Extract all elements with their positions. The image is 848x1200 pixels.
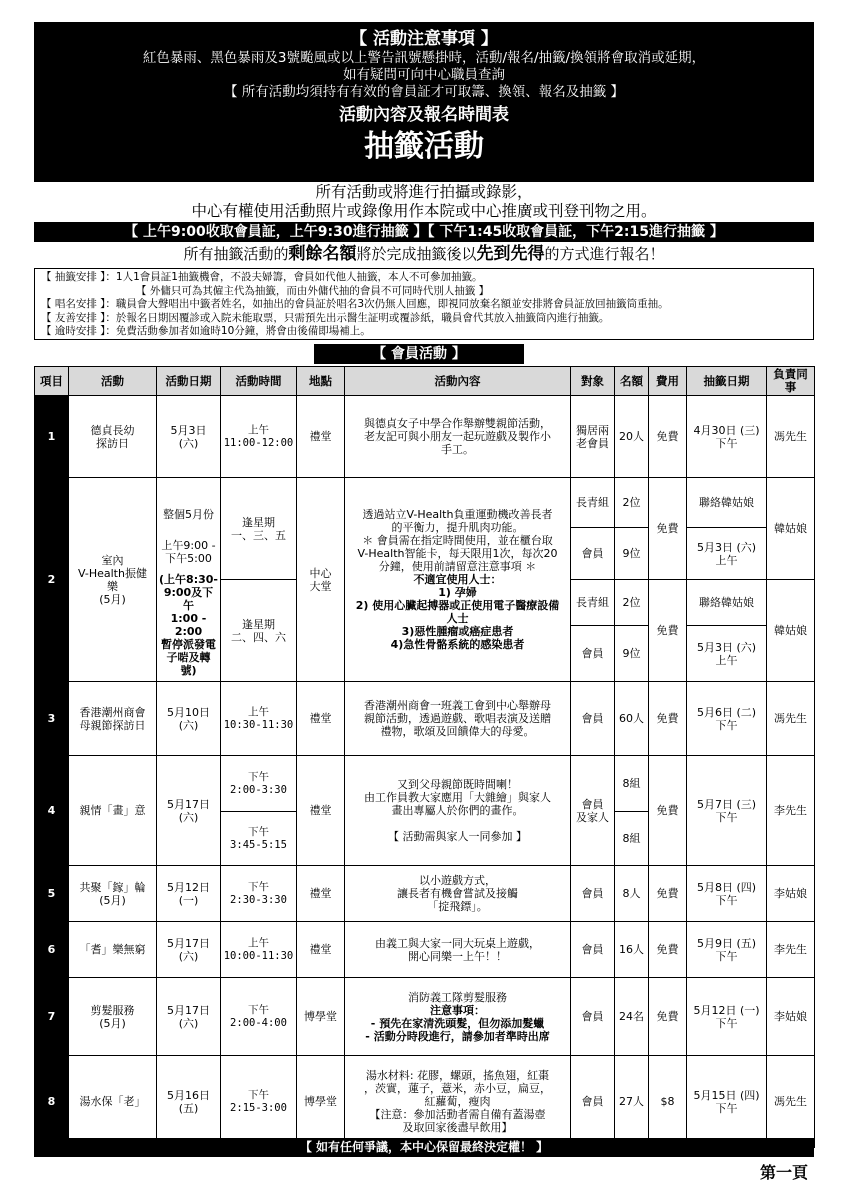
activity-content: 以小遊戲方式， 讓長者有機會嘗試及接觸 「掟飛鏢」。 — [345, 866, 571, 922]
filming-line-1: 所有活動或將進行拍攝或錄影， — [315, 183, 533, 201]
activity-quota: 27人 — [615, 1056, 649, 1148]
activity-target: 長青組 — [571, 478, 615, 528]
rule-item: 【 逾時安排 】：免費活動參加者如逾時10分鐘，將會由後備即場補上。 — [41, 325, 371, 338]
activity-time: 上午 11:00-12:00 — [221, 396, 297, 478]
date-pause-note: (上午8:30- 9:00及下午 1:00 - 2:00 暫停派發電 子啱及轉號) — [159, 573, 218, 677]
content-text: 消防義工隊剪髮服務 — [408, 990, 507, 1004]
activity-date: 5月17日 (六) — [157, 922, 221, 978]
activity-content: 香港潮州商會一班義工會到中心舉辦母 親節活動，透過遊戲、歌唱表演及送贈 禮物，歌頌及回饋偉大的母愛。 — [345, 682, 571, 756]
activity-quota: 8組 — [615, 812, 649, 866]
table-row — [35, 478, 815, 528]
filming-notice — [34, 182, 814, 222]
activity-name: 剪髮服務 (5月) — [69, 978, 157, 1056]
content-warning: 不適宜使用人士： 1) 孕婦 2) 使用心臟起搏器或正使用電子醫療設備 人士 3)惡性腫瘤或癌症患者 4)急性骨骼系統的感染患者 — [355, 573, 560, 651]
activity-time: 下午 2:15-3:00 — [221, 1056, 297, 1148]
draw-date: 聯絡韓姑娘 — [687, 580, 767, 626]
table-row — [35, 922, 815, 978]
activity-date: 5月16日 (五) — [157, 1056, 221, 1148]
activity-name: 「耆」樂無窮 — [69, 922, 157, 978]
notice-title: 【 活動注意事項 】 — [350, 29, 498, 49]
staff: 李先生 — [767, 922, 815, 978]
remaining-bold-1: 剩餘名額 — [288, 244, 357, 264]
activity-venue: 博學堂 — [297, 978, 345, 1056]
rules-box — [34, 268, 814, 340]
table-row — [35, 866, 815, 922]
activity-time: 逢星期 二、四、六 — [221, 580, 297, 682]
page-title: 抽籤活動 — [364, 129, 484, 164]
staff: 韓姑娘 — [767, 580, 815, 682]
col-header: 對象 — [571, 367, 615, 396]
activity-venue: 中心 大堂 — [297, 478, 345, 682]
activity-quota: 2位 — [615, 580, 649, 626]
activity-fee: 免費 — [649, 978, 687, 1056]
activity-target: 會員 — [571, 922, 615, 978]
activity-date: 5月17日 (六) — [157, 756, 221, 866]
remaining-bold-2: 先到先得 — [476, 244, 545, 264]
rule-item: 【 外傭只可為其僱主代為抽籤，而由外傭代抽的會員不可同時代別人抽籤 】 — [136, 284, 490, 297]
content-text: 透過站立V-Health負重運動機改善長者 的平衡力，提升肌肉功能。 ＊ 會員需在指定時間使用，並在櫃台取 V-Health智能卡，每天限用1次，每次20 分鐘，使用前請留意注意事項 ＊ — [357, 508, 558, 573]
activity-quota: 20人 — [615, 396, 649, 478]
table-row — [35, 756, 815, 812]
table-row — [35, 1056, 815, 1148]
table-row — [35, 682, 815, 756]
activity-target: 會員 — [571, 866, 615, 922]
activity-time: 下午 2:00-3:30 — [221, 756, 297, 812]
row-number: 5 — [35, 866, 69, 922]
activity-content: 由義工與大家一同大玩桌上遊戲， 開心同樂一上午！！ — [345, 922, 571, 978]
remaining-pre: 所有抽籤活動的 — [183, 245, 289, 263]
row-number: 8 — [35, 1056, 69, 1148]
col-header: 活動內容 — [345, 367, 571, 396]
activity-fee: 免費 — [649, 478, 687, 580]
activity-date: 5月12日 (一) — [157, 866, 221, 922]
row-number: 2 — [35, 478, 69, 682]
activity-name: 湯水保「老」 — [69, 1056, 157, 1148]
activity-venue: 禮堂 — [297, 396, 345, 478]
row-number: 4 — [35, 756, 69, 866]
draw-date: 5月15日 (四) 下午 — [687, 1056, 767, 1148]
activity-venue: 禮堂 — [297, 866, 345, 922]
row-number: 1 — [35, 396, 69, 478]
content-notes: 注意事項： - 預先在家清洗頭髮，但勿添加髮蠟 - 活動分時段進行，請參加者準時出席 — [365, 1003, 550, 1043]
activity-venue: 博學堂 — [297, 1056, 345, 1148]
activity-quota: 60人 — [615, 682, 649, 756]
activity-content: 又到父母親節既時間喇！ 由工作員教大家應用「大雜繪」與家人 畫出專屬人於你們的畫作。 【 活動需與家人一同參加 】 — [345, 756, 571, 866]
activity-venue: 禮堂 — [297, 922, 345, 978]
col-header: 費用 — [649, 367, 687, 396]
draw-date: 5月8日 (四) 下午 — [687, 866, 767, 922]
activity-name: 親情「畫」意 — [69, 756, 157, 866]
weather-notice: 紅色暴雨、黑色暴雨及3號颱風或以上警告訊號懸掛時，活動/報名/抽籤/換領將會取消或延期， — [142, 50, 706, 66]
activity-target: 長青組 — [571, 580, 615, 626]
activity-time: 下午 2:30-3:30 — [221, 866, 297, 922]
activity-time: 下午 3:45-5:15 — [221, 812, 297, 866]
draw-date: 5月3日 (六) 上午 — [687, 528, 767, 580]
enquiry-notice: 如有疑問可向中心職員查詢 — [343, 67, 505, 83]
activity-date: 5月10日 (六) — [157, 682, 221, 756]
activity-target: 會員 及家人 — [571, 756, 615, 866]
activity-table — [34, 366, 815, 1148]
draw-date: 5月12日 (一) 下午 — [687, 978, 767, 1056]
activity-target: 會員 — [571, 528, 615, 580]
row-number: 6 — [35, 922, 69, 978]
activity-fee: $8 — [649, 1056, 687, 1148]
schedule-title: 活動內容及報名時間表 — [339, 105, 509, 125]
activity-content — [345, 478, 571, 682]
activity-content — [345, 978, 571, 1056]
activity-name: 共聚「鎵」輪 (5月) — [69, 866, 157, 922]
notice-header — [34, 22, 814, 182]
activity-quota: 9位 — [615, 626, 649, 682]
draw-date: 5月9日 (五) 下午 — [687, 922, 767, 978]
activity-quota: 24名 — [615, 978, 649, 1056]
activity-quota: 8組 — [615, 756, 649, 812]
col-header: 活動 — [69, 367, 157, 396]
activity-time: 上午 10:30-11:30 — [221, 682, 297, 756]
col-header: 名額 — [615, 367, 649, 396]
draw-date: 5月7日 (三) 下午 — [687, 756, 767, 866]
row-number: 7 — [35, 978, 69, 1056]
activity-target: 會員 — [571, 626, 615, 682]
activity-time: 上午 10:00-11:30 — [221, 922, 297, 978]
activity-target: 會員 — [571, 682, 615, 756]
activity-quota: 2位 — [615, 478, 649, 528]
rule-item: 【 抽籤安排 】：1人1會員証1抽籤機會，不設夫婦籌，會員如代他人抽籤，本人不可參加抽籤。 — [41, 271, 483, 283]
activity-fee: 免費 — [649, 396, 687, 478]
activity-venue: 禮堂 — [297, 756, 345, 866]
disclaimer-footer: 【 如有任何爭議，本中心保留最終決定權！ 】 — [34, 1138, 814, 1157]
staff: 馮先生 — [767, 396, 815, 478]
col-header: 抽籤日期 — [687, 367, 767, 396]
col-header: 活動時間 — [221, 367, 297, 396]
staff: 韓姑娘 — [767, 478, 815, 580]
staff: 馮先生 — [767, 682, 815, 756]
rule-item: 【 友善安排 】：於報名日期因覆診或入院未能取票，只需預先出示醫生証明或覆診紙，職員會代其放入抽籤筒內進行抽籤。 — [41, 311, 610, 324]
draw-date: 5月3日 (六) 上午 — [687, 626, 767, 682]
table-row — [35, 978, 815, 1056]
draw-date: 5月6日 (二) 下午 — [687, 682, 767, 756]
page-number: 第一頁 — [759, 1163, 808, 1182]
activity-quota: 8人 — [615, 866, 649, 922]
filming-line-2: 中心有權使用活動照片或錄像用作本院或中心推廣或刊登刊物之用。 — [191, 202, 657, 220]
activity-quota: 9位 — [615, 528, 649, 580]
draw-date: 聯絡韓姑娘 — [687, 478, 767, 528]
staff: 馮先生 — [767, 1056, 815, 1148]
activity-fee: 免費 — [649, 682, 687, 756]
activity-date — [157, 478, 221, 682]
table-row — [35, 396, 815, 478]
activity-target: 會員 — [571, 978, 615, 1056]
col-header: 負責同事 — [767, 367, 815, 396]
activity-fee: 免費 — [649, 866, 687, 922]
membership-notice: 【 所有活動均須持有有效的會員証才可取籌、換領、報名及抽籤 】 — [223, 84, 625, 100]
date-period: 整個5月份 — [163, 508, 214, 521]
col-header: 地點 — [297, 367, 345, 396]
staff: 李姑娘 — [767, 978, 815, 1056]
row-number: 3 — [35, 682, 69, 756]
staff: 李姑娘 — [767, 866, 815, 922]
date-hours: 上午9:00 - 下午5:00 — [161, 539, 216, 565]
draw-times-bar: 【 上午9:00收取會員証，上午9:30進行抽籤 】【 下午1:45收取會員証，下午2:15進行抽籤 】 — [34, 222, 814, 242]
staff: 李先生 — [767, 756, 815, 866]
table-header-row — [35, 367, 815, 396]
remaining-mid: 將於完成抽籤後以 — [356, 245, 477, 263]
activity-target: 會員 — [571, 1056, 615, 1148]
draw-date: 4月30日 (三) 下午 — [687, 396, 767, 478]
activity-name: 室內 V-Health振健 樂 (5月) — [69, 478, 157, 682]
activity-name: 香港潮州商會 母親節探訪日 — [69, 682, 157, 756]
activity-content: 與德貞女子中學合作舉辦雙親節活動， 老友記可與小朋友一起玩遊戲及製作小 手工。 — [345, 396, 571, 478]
activity-fee: 免費 — [649, 580, 687, 682]
activity-content: 湯水材料: 花膠，螺頭，搖魚翅，紅棗 ，茨實，蓮子，薏米，赤小豆，扁豆， 紅蘿蔔，瘦肉 【注意：參加活動者需自備有蓋湯壺 及取回家後盡早飲用】 — [345, 1056, 571, 1148]
activity-date: 5月17日 (六) — [157, 978, 221, 1056]
col-header: 活動日期 — [157, 367, 221, 396]
activity-name: 德貞長幼 探訪日 — [69, 396, 157, 478]
section-title: 【 會員活動 】 — [314, 344, 524, 364]
activity-fee: 免費 — [649, 922, 687, 978]
activity-time: 逢星期 一、三、五 — [221, 478, 297, 580]
activity-venue: 禮堂 — [297, 682, 345, 756]
col-header: 項目 — [35, 367, 69, 396]
rule-item: 【 唱名安排 】：職員會大聲唱出中籤者姓名，如抽出的會員証於唱名3次仍無人回應，即視同放棄名額並安排將會員証放回抽籤筒重抽。 — [41, 298, 669, 311]
remaining-quota-note — [34, 244, 814, 264]
activity-date: 5月3日 (六) — [157, 396, 221, 478]
activity-target: 獨居兩 老會員 — [571, 396, 615, 478]
activity-fee: 免費 — [649, 756, 687, 866]
remaining-post: 的方式進行報名！ — [544, 245, 665, 263]
activity-time: 下午 2:00-4:00 — [221, 978, 297, 1056]
activity-quota: 16人 — [615, 922, 649, 978]
